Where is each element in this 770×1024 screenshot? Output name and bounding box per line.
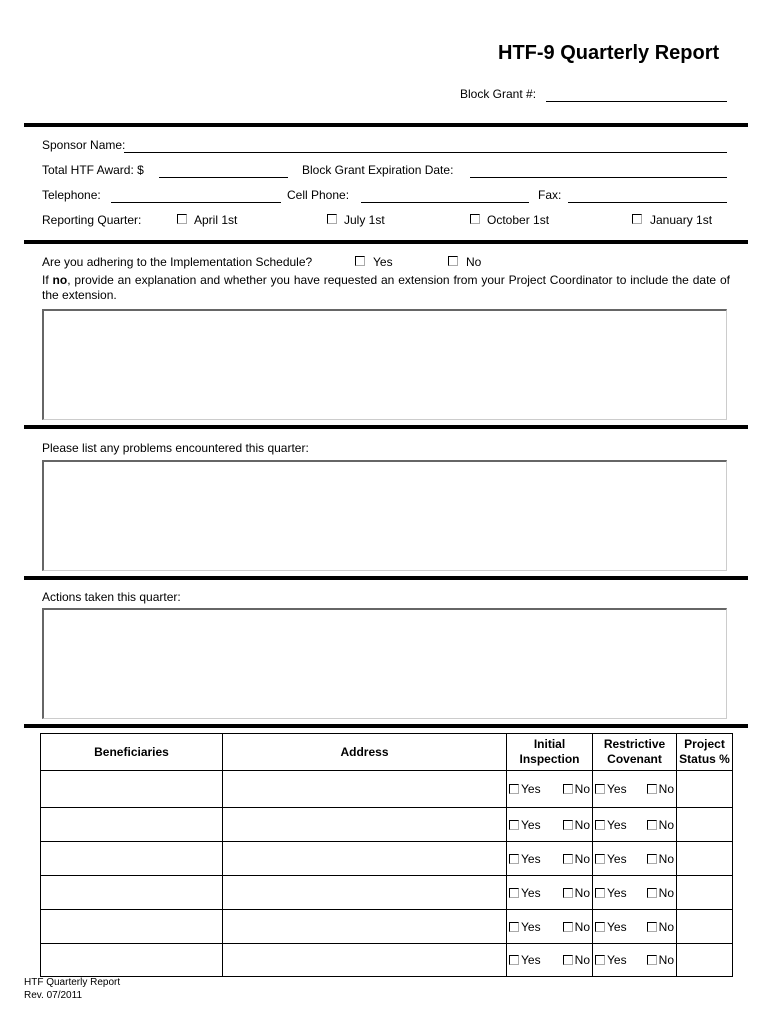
covenant-no-checkbox[interactable] (647, 854, 657, 864)
project-status-cell[interactable] (677, 808, 733, 842)
address-cell[interactable] (223, 842, 507, 876)
inspection-no-label: No (574, 851, 590, 866)
project-status-cell[interactable] (677, 771, 733, 808)
project-status-header: Project Status % (677, 734, 733, 771)
beneficiaries-header: Beneficiaries (41, 734, 223, 771)
section-divider (24, 724, 748, 728)
problems-textarea[interactable] (42, 460, 727, 571)
inspection-yes-checkbox[interactable] (509, 955, 519, 965)
table-header-row (41, 734, 733, 771)
covenant-yes-checkbox[interactable] (595, 888, 605, 898)
schedule-instructions (42, 273, 730, 303)
actions-textarea[interactable] (42, 608, 727, 719)
beneficiary-cell[interactable] (41, 771, 223, 808)
reporting-quarter-label: Reporting Quarter: (42, 213, 142, 227)
quarter-july-checkbox[interactable] (327, 214, 337, 224)
footer-revision: Rev. 07/2011 (24, 990, 83, 1001)
initial-inspection-cell (507, 842, 593, 876)
covenant-options (593, 920, 676, 934)
block-grant-label: Block Grant #: (460, 87, 537, 101)
covenant-options (593, 852, 676, 866)
table-row (41, 771, 733, 808)
initial-inspection-cell (507, 771, 593, 808)
covenant-options (593, 782, 676, 796)
inspection-no-label: No (574, 885, 590, 900)
inspection-options (507, 953, 592, 967)
covenant-options (593, 953, 676, 967)
inspection-yes-checkbox[interactable] (509, 854, 519, 864)
table-row (41, 910, 733, 944)
expiration-date-label: Block Grant Expiration Date: (302, 163, 454, 177)
section-divider (24, 240, 748, 244)
inspection-options (507, 818, 592, 832)
table-row (41, 808, 733, 842)
address-cell[interactable] (223, 771, 507, 808)
address-cell[interactable] (223, 944, 507, 977)
covenant-yes-label: Yes (607, 953, 627, 967)
beneficiary-cell[interactable] (41, 842, 223, 876)
inspection-yes-checkbox[interactable] (509, 820, 519, 830)
inspection-yes-label: Yes (521, 919, 541, 934)
schedule-yes-checkbox[interactable] (355, 256, 365, 266)
table-row (41, 842, 733, 876)
inspection-yes-checkbox[interactable] (509, 888, 519, 898)
schedule-question: Are you adhering to the Implementation Schedule? (42, 255, 313, 269)
project-status-cell[interactable] (677, 876, 733, 910)
inspection-no-checkbox[interactable] (563, 955, 573, 965)
inspection-options (507, 886, 592, 900)
beneficiary-cell[interactable] (41, 876, 223, 910)
inspection-no-checkbox[interactable] (563, 888, 573, 898)
telephone-label: Telephone: (42, 188, 101, 202)
covenant-no-checkbox[interactable] (647, 922, 657, 932)
restrictive-covenant-cell (593, 771, 677, 808)
schedule-explanation-textarea[interactable] (42, 309, 727, 420)
covenant-options (593, 818, 676, 832)
block-grant-field[interactable] (546, 101, 727, 102)
total-htf-award-label: Total HTF Award: $ (42, 163, 144, 177)
covenant-yes-label: Yes (607, 817, 627, 832)
cell-phone-label: Cell Phone: (287, 188, 350, 202)
inspection-options (507, 920, 592, 934)
table-row (41, 876, 733, 910)
cell-phone-field[interactable] (361, 202, 529, 203)
schedule-yes-label: Yes (373, 255, 393, 269)
quarter-october-checkbox[interactable] (470, 214, 480, 224)
covenant-no-checkbox[interactable] (647, 888, 657, 898)
quarter-april-label: April 1st (194, 213, 238, 227)
quarter-january-checkbox[interactable] (632, 214, 642, 224)
inspection-yes-checkbox[interactable] (509, 784, 519, 794)
sponsor-name-field[interactable] (124, 152, 727, 153)
covenant-yes-label: Yes (607, 919, 627, 934)
initial-inspection-cell (507, 944, 593, 977)
restrictive-covenant-cell (593, 910, 677, 944)
page-title: HTF-9 Quarterly Report (498, 42, 720, 64)
sponsor-name-label: Sponsor Name: (42, 138, 126, 152)
quarter-april-checkbox[interactable] (177, 214, 187, 224)
project-status-cell[interactable] (677, 910, 733, 944)
inspection-no-label: No (574, 782, 590, 796)
footer-title: HTF Quarterly Report (24, 977, 121, 988)
actions-label: Actions taken this quarter: (42, 590, 181, 604)
beneficiary-cell[interactable] (41, 910, 223, 944)
problems-label: Please list any problems encountered this quarter: (42, 441, 309, 455)
initial-inspection-cell (507, 910, 593, 944)
covenant-no-label: No (658, 817, 674, 832)
inspection-no-label: No (574, 953, 590, 967)
address-header: Address (223, 734, 507, 771)
instructions-text: , provide an explanation and whether you have requested an extension from your Project Coordinator to include the date of the extension. (42, 273, 730, 302)
inspection-options (507, 852, 592, 866)
table-row (41, 944, 733, 977)
covenant-yes-label: Yes (607, 885, 627, 900)
covenant-no-checkbox[interactable] (647, 955, 657, 965)
initial-inspection-cell (507, 876, 593, 910)
inspection-yes-label: Yes (521, 885, 541, 900)
beneficiary-cell[interactable] (41, 808, 223, 842)
inspection-no-label: No (574, 817, 590, 832)
covenant-no-label: No (658, 919, 674, 934)
inspection-yes-label: Yes (521, 782, 541, 796)
inspection-yes-label: Yes (521, 817, 541, 832)
inspection-no-checkbox[interactable] (563, 784, 573, 794)
covenant-yes-label: Yes (607, 851, 627, 866)
covenant-no-label: No (658, 885, 674, 900)
section-divider (24, 576, 748, 580)
beneficiaries-table (40, 733, 733, 977)
restrictive-covenant-cell (593, 944, 677, 977)
schedule-no-checkbox[interactable] (448, 256, 458, 266)
quarter-july-label: July 1st (344, 213, 385, 227)
inspection-no-label: No (574, 919, 590, 934)
fax-field[interactable] (568, 202, 727, 203)
quarter-october-label: October 1st (487, 213, 550, 227)
restrictive-covenant-header: Restrictive Covenant (593, 734, 677, 771)
covenant-yes-checkbox[interactable] (595, 820, 605, 830)
expiration-date-field[interactable] (470, 177, 727, 178)
total-htf-award-field[interactable] (159, 177, 288, 178)
inspection-options (507, 782, 592, 796)
covenant-no-checkbox[interactable] (647, 784, 657, 794)
restrictive-covenant-cell (593, 808, 677, 842)
project-status-cell[interactable] (677, 944, 733, 977)
covenant-no-label: No (658, 851, 674, 866)
restrictive-covenant-cell (593, 842, 677, 876)
inspection-no-checkbox[interactable] (563, 820, 573, 830)
quarter-january-label: January 1st (650, 213, 713, 227)
covenant-yes-checkbox[interactable] (595, 784, 605, 794)
covenant-no-checkbox[interactable] (647, 820, 657, 830)
schedule-no-label: No (466, 255, 482, 269)
covenant-yes-label: Yes (607, 782, 627, 796)
covenant-options (593, 886, 676, 900)
address-cell[interactable] (223, 808, 507, 842)
project-status-cell[interactable] (677, 842, 733, 876)
telephone-field[interactable] (111, 202, 281, 203)
footer (24, 976, 120, 1002)
section-divider (24, 123, 748, 127)
inspection-no-checkbox[interactable] (563, 922, 573, 932)
covenant-no-label: No (658, 953, 674, 967)
restrictive-covenant-cell (593, 876, 677, 910)
initial-inspection-header: Initial Inspection (507, 734, 593, 771)
inspection-yes-label: Yes (521, 851, 541, 866)
address-cell[interactable] (223, 910, 507, 944)
section-divider (24, 425, 748, 429)
address-cell[interactable] (223, 876, 507, 910)
covenant-yes-checkbox[interactable] (595, 955, 605, 965)
initial-inspection-cell (507, 808, 593, 842)
covenant-yes-checkbox[interactable] (595, 922, 605, 932)
instructions-emphasis: no (52, 273, 68, 287)
inspection-yes-label: Yes (521, 953, 541, 967)
covenant-no-label: No (658, 782, 674, 796)
covenant-yes-checkbox[interactable] (595, 854, 605, 864)
fax-label: Fax: (538, 188, 562, 202)
instructions-prefix: If (42, 273, 53, 287)
inspection-yes-checkbox[interactable] (509, 922, 519, 932)
beneficiary-cell[interactable] (41, 944, 223, 977)
inspection-no-checkbox[interactable] (563, 854, 573, 864)
